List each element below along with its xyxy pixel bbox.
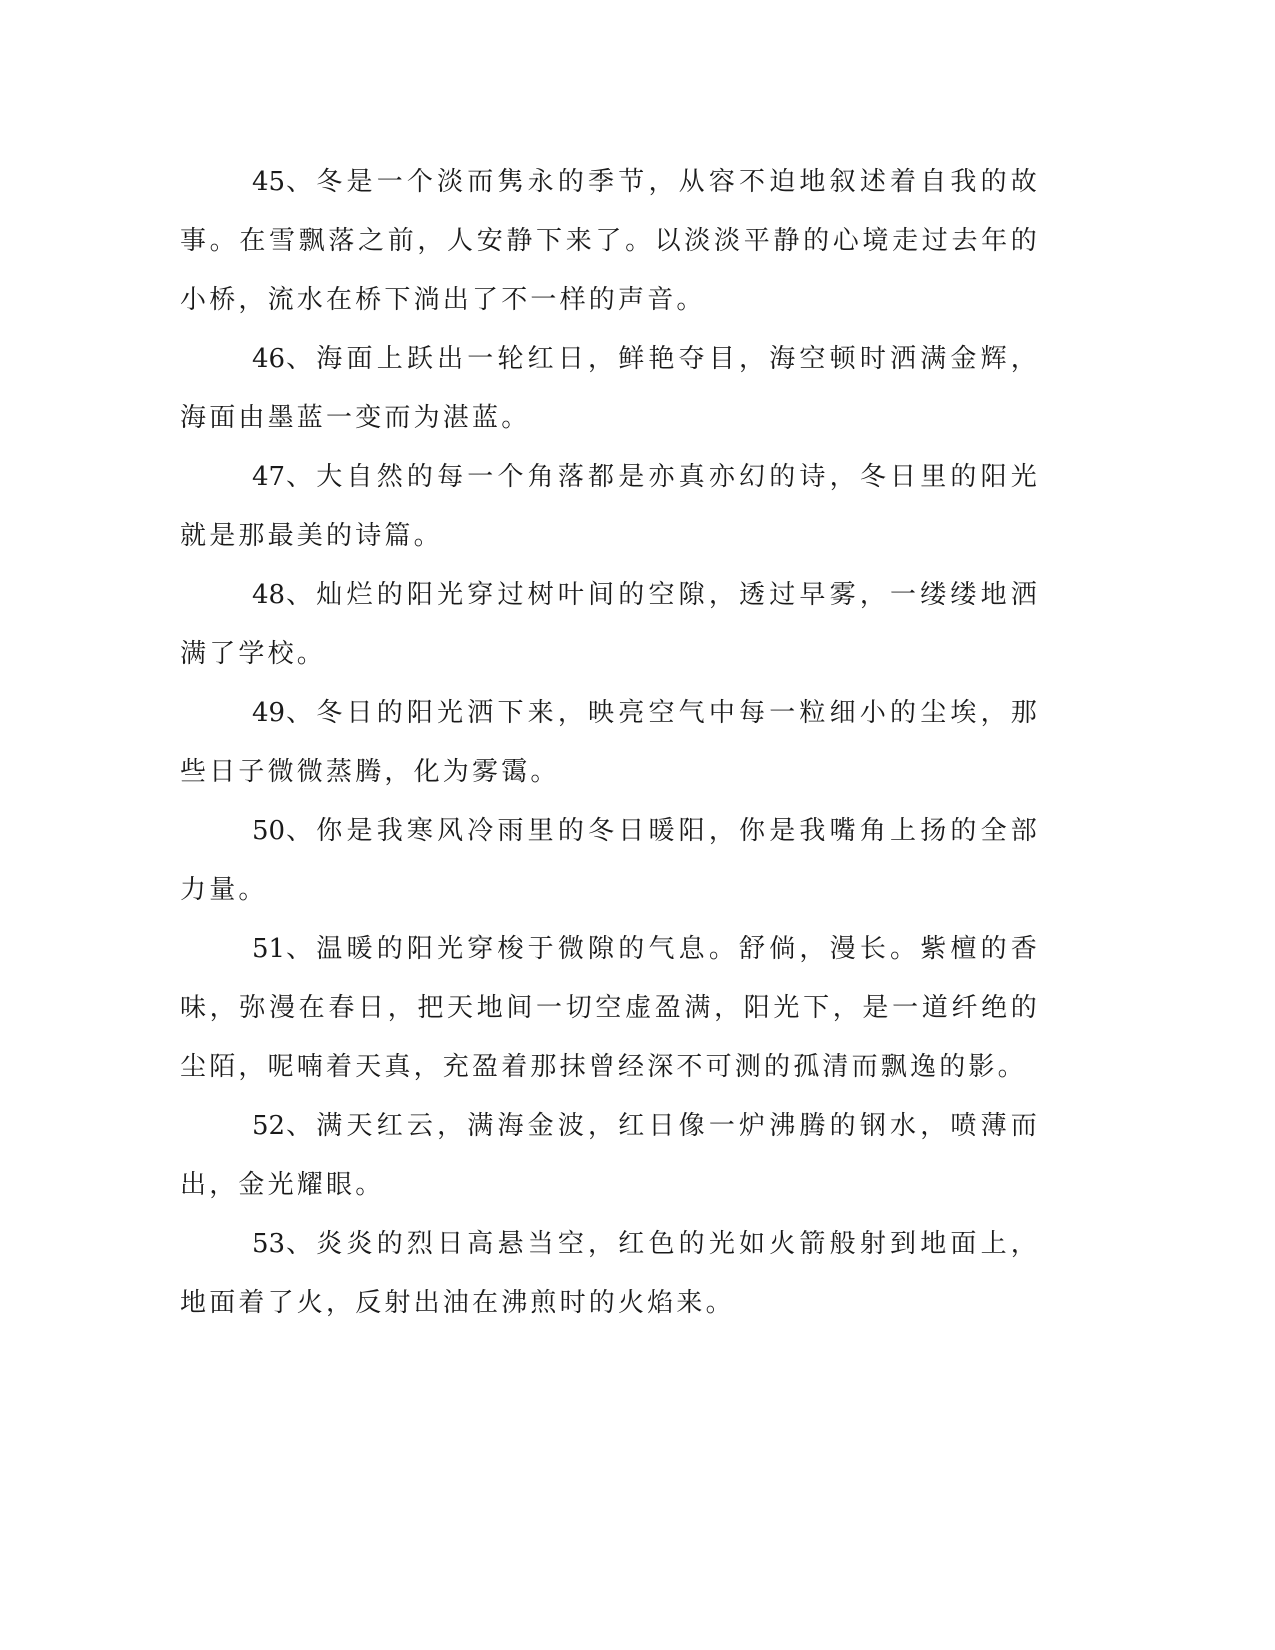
entry-separator: 、	[285, 816, 317, 846]
entry-text: 冬是一个淡而隽永的季节，从容不迫地叙述着自我的故事。在雪飘落之前，人安静下来了。以淡淡平静的心境走过去年的小桥，流水在桥下淌出了不一样的声音。	[180, 167, 1040, 315]
entry-text: 冬日的阳光洒下来，映亮空气中每一粒细小的尘埃，那些日子微微蒸腾，化为雾霭。	[180, 698, 1040, 787]
entry-text: 灿烂的阳光穿过树叶间的空隙，透过早雾，一缕缕地洒满了学校。	[180, 580, 1040, 669]
entry-50	[180, 802, 1040, 920]
entry-separator: 、	[285, 1229, 317, 1259]
entry-number: 46	[252, 344, 286, 374]
entry-number: 45	[252, 167, 286, 197]
entry-separator: 、	[285, 462, 317, 492]
entry-separator: 、	[285, 580, 317, 610]
entry-47	[180, 448, 1040, 566]
entry-text: 海面上跃出一轮红日，鲜艳夺目，海空顿时洒满金辉，海面由墨蓝一变而为湛蓝。	[180, 344, 1040, 433]
entry-number: 52	[252, 1111, 286, 1141]
entry-separator: 、	[285, 167, 317, 197]
entry-text: 你是我寒风冷雨里的冬日暖阳，你是我嘴角上扬的全部力量。	[180, 816, 1040, 905]
entry-text: 温暖的阳光穿梭于微隙的气息。舒倘，漫长。紫檀的香味，弥漫在春日，把天地间一切空虚盈满，阳光下，是一道纤绝的尘陌，呢喃着天真，充盈着那抹曾经深不可测的孤清而飘逸的影。	[180, 934, 1040, 1082]
entry-49	[180, 684, 1040, 802]
entry-text: 大自然的每一个角落都是亦真亦幻的诗，冬日里的阳光就是那最美的诗篇。	[180, 462, 1040, 551]
entry-51	[180, 920, 1040, 1097]
entry-number: 50	[252, 816, 286, 846]
entry-46	[180, 330, 1040, 448]
entry-number: 53	[252, 1229, 286, 1259]
document-body	[180, 153, 1040, 1333]
entry-number: 49	[252, 698, 286, 728]
entry-number: 48	[252, 580, 286, 610]
entry-52	[180, 1097, 1040, 1215]
entry-45	[180, 153, 1040, 330]
entry-separator: 、	[285, 344, 317, 374]
entry-separator: 、	[285, 698, 317, 728]
entry-number: 47	[252, 462, 286, 492]
entry-text: 满天红云，满海金波，红日像一炉沸腾的钢水，喷薄而出，金光耀眼。	[180, 1111, 1040, 1200]
entry-53	[180, 1215, 1040, 1333]
entry-separator: 、	[285, 934, 317, 964]
entry-number: 51	[252, 934, 286, 964]
entry-text: 炎炎的烈日高悬当空，红色的光如火箭般射到地面上，地面着了火，反射出油在沸煎时的火焰来。	[180, 1229, 1040, 1318]
entry-48	[180, 566, 1040, 684]
entry-separator: 、	[285, 1111, 317, 1141]
